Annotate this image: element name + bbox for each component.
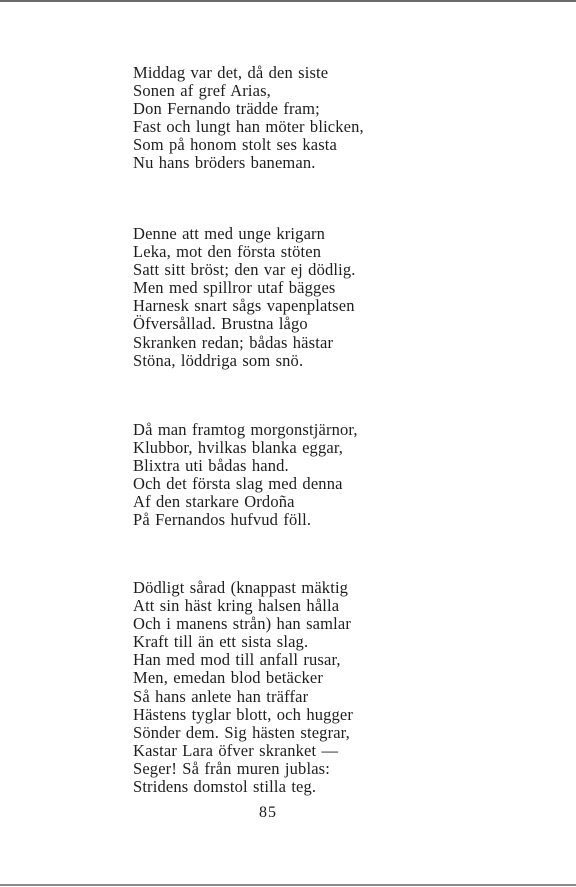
- poem-line: Sonen af gref Arias,: [133, 81, 271, 101]
- poem-line: Så hans anlete han träffar: [133, 686, 309, 706]
- bottom-edge-rule: [0, 884, 576, 886]
- stanza-2: [133, 225, 433, 370]
- poem-line: Hästens tyglar blott, och hugger: [133, 704, 354, 724]
- poem-line: Klubbor, hvilkas blanka eggar,: [133, 438, 344, 458]
- poem-line: Middag var det, då den siste: [133, 63, 329, 82]
- poem-line: Stöna, löddriga som snö.: [133, 350, 304, 370]
- poem-line: Skranken redan; bådas hästar: [133, 332, 334, 352]
- page-number: 85: [259, 804, 277, 821]
- stanza-4: [133, 579, 433, 796]
- top-edge-rule: [0, 0, 576, 2]
- poem-line: Som på honom stolt ses kasta: [133, 135, 337, 155]
- stanza-1: [133, 64, 433, 173]
- poem-line: Kastar Lara öfver skranket —: [133, 740, 339, 760]
- poem-line: Och det första slag med denna: [133, 474, 343, 494]
- poem-line: Han med mod till anfall rusar,: [133, 650, 341, 670]
- stanza-3: [133, 421, 433, 530]
- poem-line: Satt sitt bröst; den var ej dödlig.: [133, 260, 356, 280]
- poem-line: Don Fernando trädde fram;: [133, 99, 320, 119]
- poem-line: Leka, mot den första stöten: [133, 242, 322, 262]
- poem-line: Dödligt sårad (knappast mäktig: [133, 578, 349, 597]
- poem-line: Och i manens strån) han samlar: [133, 614, 351, 634]
- poem-line: Harnesk snart sågs vapenplatsen: [133, 296, 355, 316]
- poem-line: Af den starkare Ordoña: [133, 492, 295, 512]
- poem-line: Stridens domstol stilla teg.: [133, 777, 317, 797]
- poem-line: Öfversållad. Brustna lågo: [133, 314, 308, 334]
- poem-line: Då man framtog morgonstjärnor,: [133, 420, 358, 439]
- poem-line: Men med spillror utaf bägges: [133, 278, 336, 298]
- poem-line: Nu hans bröders baneman.: [133, 153, 316, 173]
- poem-line: Att sin häst kring halsen hålla: [133, 596, 340, 616]
- poem-line: Sönder dem. Sig hästen stegrar,: [133, 722, 350, 742]
- poem-line: Kraft till än ett sista slag.: [133, 632, 309, 652]
- poem-line: Denne att med unge krigarn: [133, 224, 326, 243]
- poem-line: Men, emedan blod betäcker: [133, 668, 324, 688]
- poem-line: Blixtra uti bådas hand.: [133, 456, 289, 476]
- poem-line: Fast och lungt han möter blicken,: [133, 117, 364, 137]
- poem-line: Seger! Så från muren jublas:: [133, 758, 330, 778]
- poem-line: På Fernandos hufvud föll.: [133, 510, 312, 530]
